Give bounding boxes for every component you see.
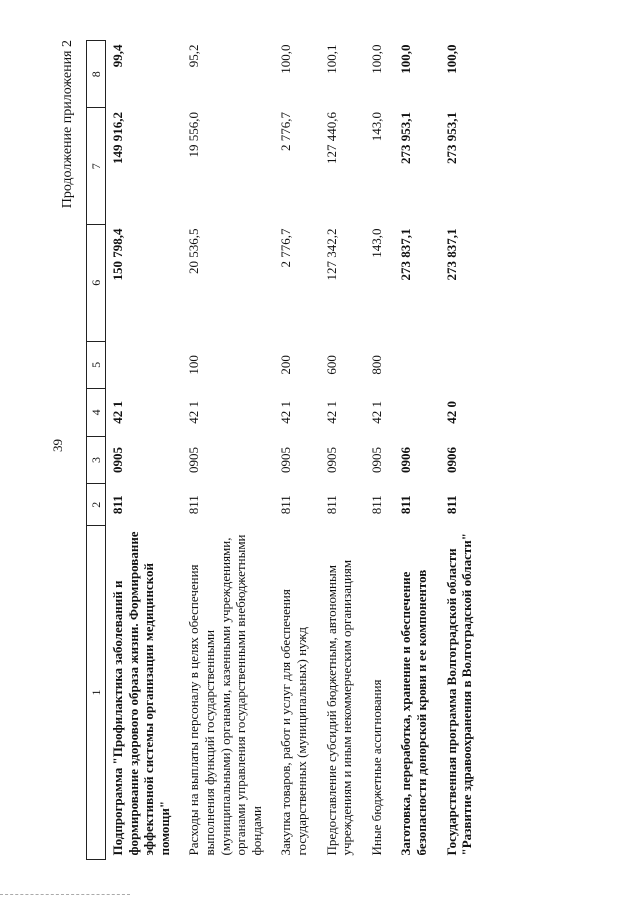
row-value-cell-c7: 19 556,0 [186,112,202,158]
col-header-1: 1 [87,526,106,860]
row-value-cell-c7: 143,0 [368,112,384,142]
row-value-cell-c7: 149 916,2 [110,112,125,164]
row-value-cell-c5: 100 [186,355,202,375]
row-value-cell-c8: 100,0 [398,44,414,74]
col-header-8: 8 [87,41,106,109]
table-row [320,41,365,860]
page-content [60,40,590,860]
col-header-2: 2 [87,484,106,526]
table-row [274,41,319,860]
row-value-cell-c4: 42 1 [323,401,339,424]
row-value-cell-c3: 0905 [323,447,339,474]
row-name-cell: Иные бюджетные ассигнования [368,679,384,856]
row-value-cell-c6: 2 776,7 [278,228,294,268]
row-value-cell-c6: 273 837,1 [443,228,459,281]
row-value-cell-c5: 600 [323,355,339,375]
header-row [87,41,106,860]
row-name-cell: Закупка товаров, работ и услуг для обеспечения государственных (муниципальных) нужд [278,589,309,856]
row-value-cell-c3: 0905 [186,447,202,474]
row-value-cell-c2: 811 [278,495,294,515]
row-value-cell-c4 [394,389,439,437]
table-row [182,41,274,860]
row-value-cell-c6: 20 536,5 [186,228,202,275]
table-row [365,41,395,860]
row-name-cell: Заготовка, переработка, хранение и обеспечение безопасности донорской крови и ее компонентов [398,569,429,856]
row-name-cell: Предоставление субсидий бюджетным, автономным учреждениям и иным некоммерческим организациям [323,559,355,856]
row-value-cell-c7: 2 776,7 [278,112,294,151]
row-value-cell-c2: 811 [398,495,414,515]
row-value-cell-c4: 42 1 [110,401,125,424]
row-name-cell: Подпрограмма "Профилактика заболеваний и формирование здорового образа жизни. Формирование эффективной системы организации медицинской помощи" [110,531,172,856]
row-value-cell-c8: 100,0 [443,44,459,74]
col-header-4: 4 [87,389,106,437]
row-value-cell-c5 [394,341,439,389]
row-value-cell-c8: 100,0 [368,44,384,74]
row-value-cell-c2: 811 [323,495,339,515]
table-row [106,41,183,860]
row-value-cell-c8: 100,0 [278,44,294,74]
col-header-5: 5 [87,341,106,389]
rotated-page [60,40,590,860]
col-header-6: 6 [87,225,106,342]
row-value-cell-c3: 0905 [110,447,125,474]
row-value-cell-c2: 811 [110,495,125,515]
row-value-cell-c3: 0906 [398,447,414,474]
row-value-cell-c7: 273 953,1 [398,112,414,164]
col-header-3: 3 [87,436,106,484]
table-row [440,41,485,860]
row-name-cell: Государственная программа Волгоградской области "Развитие здравоохранения в Волгоградской области" [443,533,475,856]
row-value-cell-c8: 100,1 [323,44,339,74]
row-value-cell-c2: 811 [186,495,202,515]
row-value-cell-c6: 273 837,1 [398,228,414,281]
row-value-cell-c8: 99,4 [110,44,125,68]
row-value-cell-c6: 150 798,4 [110,228,125,281]
row-name-cell: Расходы на выплаты персоналу в целях обеспечения выполнения функций государственными (муниципальными) органами, казенными учреждениями, органами управления государственными внебюджетными фондами [186,534,264,856]
row-value-cell-c2: 811 [443,495,459,515]
row-value-cell-c4: 42 1 [186,401,202,424]
row-value-cell-c5 [106,341,183,389]
budget-table [86,40,485,860]
row-value-cell-c3: 0905 [368,447,384,474]
row-value-cell-c3: 0906 [443,447,459,474]
row-value-cell-c7: 273 953,1 [443,112,459,164]
row-value-cell-c4: 42 1 [368,401,384,424]
col-header-7: 7 [87,108,106,225]
row-value-cell-c6: 143,0 [368,228,384,258]
row-value-cell-c5: 800 [368,355,384,375]
row-value-cell-c8: 95,2 [186,44,202,68]
row-value-cell-c7: 127 440,6 [323,112,339,164]
scan-edge-marks [0,894,130,899]
row-value-cell-c6: 127 342,2 [323,228,339,281]
row-value-cell-c5 [440,341,485,389]
row-value-cell-c4: 42 1 [278,401,294,424]
table-row [394,41,439,860]
row-value-cell-c5: 200 [278,355,294,375]
appendix-caption: Продолжение приложения 2 [60,40,75,209]
page-number: 39 [50,439,65,452]
row-value-cell-c3: 0905 [278,447,294,474]
row-value-cell-c4: 42 0 [443,401,459,424]
row-value-cell-c2: 811 [368,495,384,515]
